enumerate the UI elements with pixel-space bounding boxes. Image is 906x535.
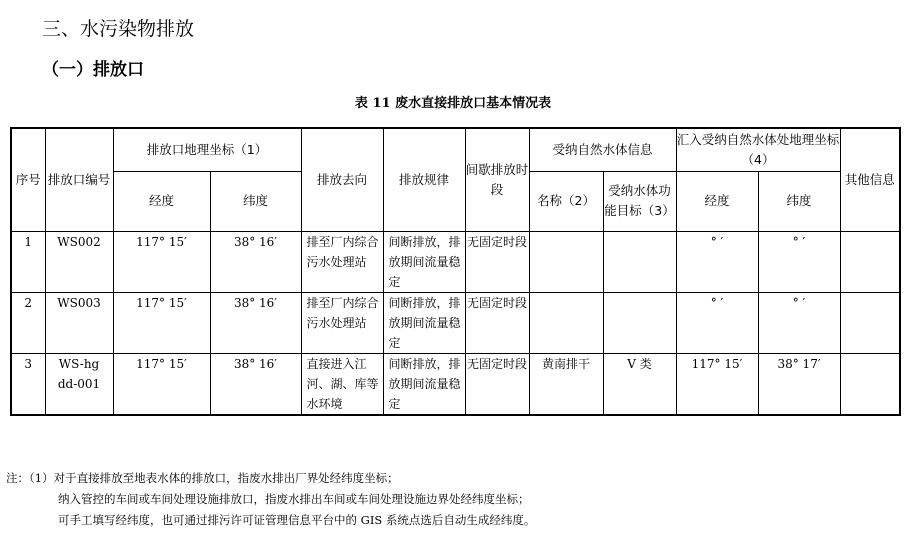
cell-intermittent-period: 无固定时段 — [465, 231, 529, 292]
cell-pattern: 间断排放，排放期间流量稳定 — [383, 353, 465, 415]
cell-pattern: 间断排放，排放期间流量稳定 — [383, 231, 465, 292]
cell-latitude: 38° 16′ — [210, 292, 301, 353]
cell-intermittent-period: 无固定时段 — [465, 292, 529, 353]
cell-longitude: 117° 15′ — [113, 353, 210, 415]
header-confluence-latitude: 纬度 — [758, 171, 840, 231]
cell-intermittent-period: 无固定时段 — [465, 353, 529, 415]
subsection-title: （一）排放口 — [42, 60, 144, 80]
table-row — [11, 353, 900, 415]
cell-destination: 排至厂内综合污水处理站 — [301, 292, 383, 353]
header-seq: 序号 — [11, 128, 45, 231]
header-longitude: 经度 — [113, 171, 210, 231]
cell-confluence-latitude: ° ′ — [758, 231, 840, 292]
header-intermittent-period: 间歇排放时段 — [465, 128, 529, 231]
footnote-line-2: 纳入管控的车间或车间处理设施排放口，指废水排出车间或车间处理设施边界处经纬度坐标； — [58, 492, 530, 506]
header-destination: 排放去向 — [301, 128, 383, 231]
cell-confluence-latitude: ° ′ — [758, 292, 840, 353]
cell-name — [529, 231, 603, 292]
cell-latitude: 38° 16′ — [210, 353, 301, 415]
cell-function-target — [603, 292, 676, 353]
cell-confluence-longitude: ° ′ — [676, 231, 758, 292]
cell-outlet-id: WS-hgdd-001 — [45, 353, 113, 415]
cell-pattern: 间断排放，排放期间流量稳定 — [383, 292, 465, 353]
cell-confluence-longitude: ° ′ — [676, 292, 758, 353]
cell-confluence-latitude: 38° 17′ — [758, 353, 840, 415]
cell-outlet-id: WS002 — [45, 231, 113, 292]
cell-destination: 排至厂内综合污水处理站 — [301, 231, 383, 292]
cell-confluence-longitude: 117° 15′ — [676, 353, 758, 415]
cell-seq: 2 — [11, 292, 45, 353]
cell-destination: 直接进入江河、湖、库等水环境 — [301, 353, 383, 415]
header-confluence-longitude: 经度 — [676, 171, 758, 231]
header-other: 其他信息 — [840, 128, 900, 231]
cell-other — [840, 353, 900, 415]
header-pattern: 排放规律 — [383, 128, 465, 231]
cell-outlet-id: WS003 — [45, 292, 113, 353]
cell-other — [840, 292, 900, 353]
footnotes — [6, 468, 535, 531]
header-receiving-water-info: 受纳自然水体信息 — [529, 128, 676, 171]
cell-seq: 1 — [11, 231, 45, 292]
table-caption: 表 11 废水直接排放口基本情况表 — [354, 96, 552, 111]
footnote-line-3: 可手工填写经纬度，也可通过排污许可证管理信息平台中的 GIS 系统点选后自动生成经纬度。 — [58, 513, 536, 527]
cell-other — [840, 231, 900, 292]
outlet-table — [10, 127, 901, 416]
cell-longitude: 117° 15′ — [113, 292, 210, 353]
section-title: 三、水污染物排放 — [42, 18, 195, 40]
cell-name: 黄南排干 — [529, 353, 603, 415]
header-row-1 — [11, 128, 900, 171]
cell-latitude: 38° 16′ — [210, 231, 301, 292]
cell-seq: 3 — [11, 353, 45, 415]
header-geo-coords: 排放口地理坐标（1） — [113, 128, 301, 171]
header-outlet-id: 排放口编号 — [45, 128, 113, 231]
header-confluence-coords: 汇入受纳自然水体处地理坐标（4） — [676, 128, 840, 171]
header-latitude: 纬度 — [210, 171, 301, 231]
footnote-line-1: 注：（1）对于直接排放至地表水体的排放口，指废水排出厂界处经纬度坐标； — [6, 471, 399, 485]
cell-function-target — [603, 231, 676, 292]
cell-function-target: V 类 — [603, 353, 676, 415]
cell-name — [529, 292, 603, 353]
table-row — [11, 231, 900, 292]
table-row — [11, 292, 900, 353]
header-function-target: 受纳水体功能目标（3） — [603, 171, 676, 231]
header-name: 名称（2） — [529, 171, 603, 231]
cell-longitude: 117° 15′ — [113, 231, 210, 292]
